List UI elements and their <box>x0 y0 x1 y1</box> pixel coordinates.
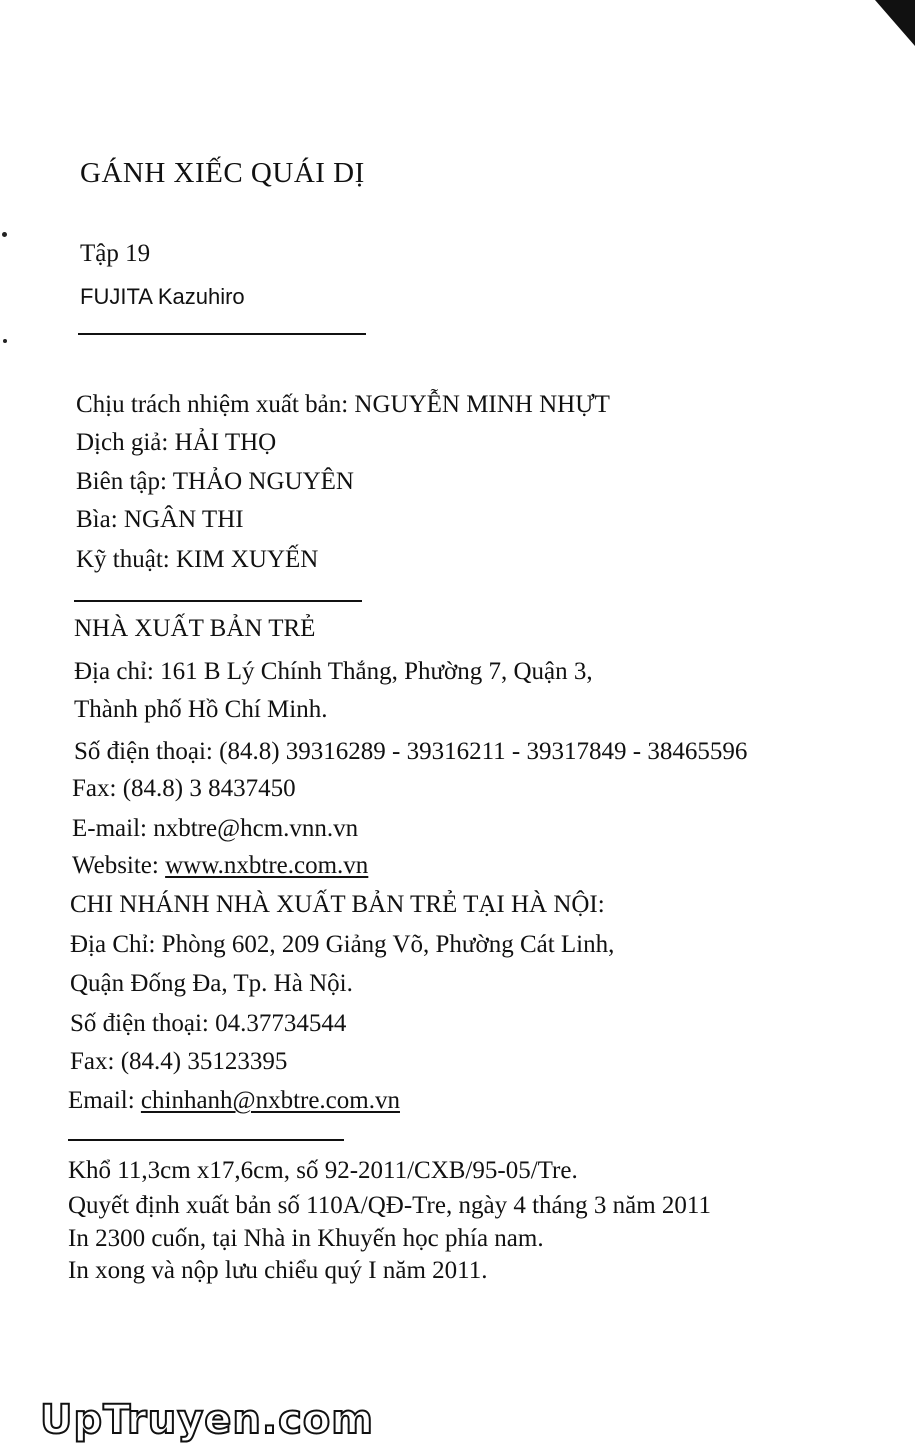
publisher-fax: Fax: (84.8) 3 8437450 <box>72 775 296 802</box>
branch-email <box>68 1086 400 1116</box>
branch-email-label: Email: <box>68 1087 141 1114</box>
branch-heading: CHI NHÁNH NHÀ XUẤT BẢN TRẺ TẠI HÀ NỘI: <box>70 891 605 918</box>
credit-editor: Biên tập: THẢO NGUYÊN <box>76 468 354 495</box>
volume-number: Tập 19 <box>80 240 151 267</box>
credit-translator: Dịch giả: HẢI THỌ <box>76 429 277 456</box>
divider <box>74 600 362 602</box>
scan-speck <box>2 232 7 237</box>
corner-mark <box>875 0 915 46</box>
branch-email-link[interactable]: chinhanh@nxbtre.com.vn <box>140 1087 400 1114</box>
website-link[interactable]: www.nxbtre.com.vn <box>165 852 369 879</box>
website-label: Website: <box>72 852 166 879</box>
publisher-phone: Số điện thoại: (84.8) 39316289 - 39316211 - 39317849 - 38465596 <box>74 738 748 765</box>
book-title: GÁNH XIẾC QUÁI DỊ <box>80 157 365 189</box>
branch-phone: Số điện thoại: 04.37734544 <box>70 1010 347 1037</box>
site-watermark: UpTruyen.com <box>40 1397 374 1443</box>
divider <box>68 1139 344 1141</box>
publisher-email: E-mail: nxbtre@hcm.vnn.vn <box>72 815 359 842</box>
publisher-website <box>72 851 368 881</box>
print-format: Khổ 11,3cm x17,6cm, số 92-2011/CXB/95-05/Tre. <box>68 1157 578 1184</box>
scan-speck <box>3 339 7 343</box>
divider <box>78 333 366 335</box>
credit-publisher-responsible: Chịu trách nhiệm xuất bản: NGUYỄN MINH NHỰT <box>76 391 610 418</box>
print-quantity: In 2300 cuốn, tại Nhà in Khuyến học phía nam. <box>68 1225 544 1252</box>
print-deposit: In xong và nộp lưu chiểu quý I năm 2011. <box>68 1257 488 1284</box>
print-decision: Quyết định xuất bản số 110A/QĐ-Tre, ngày 4 tháng 3 năm 2011 <box>68 1192 711 1219</box>
publisher-address-line1: Địa chỉ: 161 B Lý Chính Thắng, Phường 7, Quận 3, <box>74 658 593 685</box>
credit-cover: Bìa: NGÂN THI <box>76 506 244 533</box>
credit-technical: Kỹ thuật: KIM XUYẾN <box>76 546 319 573</box>
branch-address-line2: Quận Đống Đa, Tp. Hà Nội. <box>70 970 353 997</box>
publisher-address-line2: Thành phố Hồ Chí Minh. <box>74 696 328 723</box>
branch-fax: Fax: (84.4) 35123395 <box>70 1048 288 1075</box>
branch-address-line1: Địa Chỉ: Phòng 602, 209 Giảng Võ, Phường Cát Linh, <box>70 931 615 958</box>
author-name: FUJITA Kazuhiro <box>80 284 245 309</box>
publisher-name: NHÀ XUẤT BẢN TRẺ <box>74 615 316 642</box>
